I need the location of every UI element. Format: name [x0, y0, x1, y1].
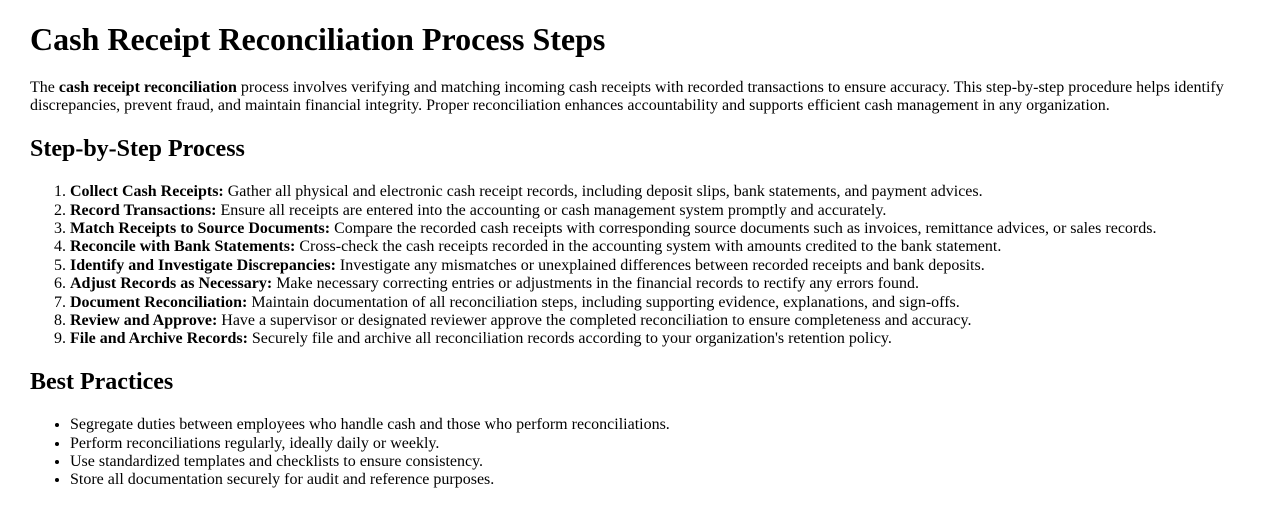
list-item-step-1 [70, 183, 1248, 201]
step-text: Investigate any mismatches or unexplained differences between recorded receipts and bank deposits. [335, 256, 985, 274]
step-text: Gather all physical and electronic cash receipt records, including deposit slips, bank statements, and payment advices. [223, 183, 983, 201]
step-text: Cross-check the cash receipts recorded in the accounting system with amounts credited to the bank statement. [295, 238, 1002, 256]
practice-text: Store all documentation securely for audit and reference purposes. [70, 471, 495, 489]
intro-bold-term: cash receipt reconciliation [58, 78, 237, 96]
intro-paragraph [30, 79, 1248, 116]
practice-text: Use standardized templates and checklists to ensure consistency. [70, 453, 484, 471]
step-label: File and Archive Records: [70, 330, 248, 348]
list-item-step-8 [70, 312, 1248, 330]
step-text: Ensure all receipts are entered into the accounting or cash management system promptly and accurately. [216, 201, 887, 219]
intro-text-prefix: The [30, 78, 59, 96]
list-item-step-7 [70, 294, 1248, 312]
list-item-practice-4 [70, 471, 1248, 489]
list-item-practice-3 [70, 453, 1248, 471]
list-item-step-5 [70, 257, 1248, 275]
step-label: Collect Cash Receipts: [70, 183, 224, 201]
list-item-step-6 [70, 275, 1248, 293]
step-label: Reconcile with Bank Statements: [70, 238, 296, 256]
step-label: Identify and Investigate Discrepancies: [70, 256, 336, 274]
best-practices-list [30, 416, 1248, 490]
step-text: Compare the recorded cash receipts with corresponding source documents such as invoices, remittance advices, or sales records. [330, 219, 1157, 237]
practice-text: Segregate duties between employees who handle cash and those who perform reconciliations. [70, 416, 670, 434]
step-text: Maintain documentation of all reconciliation steps, including supporting evidence, explanations, and sign-offs. [247, 293, 960, 311]
list-item-practice-1 [70, 416, 1248, 434]
page-title: Cash Receipt Reconciliation Process Steps [30, 21, 606, 57]
step-label: Document Reconciliation: [70, 293, 248, 311]
section-heading-best-practices: Best Practices [30, 368, 174, 395]
step-label: Review and Approve: [70, 311, 218, 329]
step-label: Match Receipts to Source Documents: [70, 219, 331, 237]
step-text: Securely file and archive all reconciliation records according to your organization's retention policy. [247, 330, 892, 348]
list-item-step-2 [70, 202, 1248, 220]
step-text: Have a supervisor or designated reviewer approve the completed reconciliation to ensure completeness and accuracy. [217, 311, 972, 329]
intro-text-rest: process involves verifying and matching incoming cash receipts with recorded transactions to ensure accuracy. This step-by-step procedure helps identify discrepancies, prevent fraud, and maintain financial integrity. Proper reconciliation enhances accountability and supports efficient cash management in any organization. [30, 78, 1224, 115]
process-steps-list [30, 183, 1248, 349]
step-label: Adjust Records as Necessary: [70, 275, 273, 293]
list-item-step-9 [70, 330, 1248, 348]
practice-text: Perform reconciliations regularly, ideally daily or weekly. [70, 434, 440, 452]
list-item-step-3 [70, 220, 1248, 238]
section-heading-step-by-step-process: Step-by-Step Process [30, 135, 245, 162]
list-item-practice-2 [70, 435, 1248, 453]
step-label: Record Transactions: [70, 201, 217, 219]
list-item-step-4 [70, 238, 1248, 256]
step-text: Make necessary correcting entries or adjustments in the financial records to rectify any errors found. [272, 275, 920, 293]
